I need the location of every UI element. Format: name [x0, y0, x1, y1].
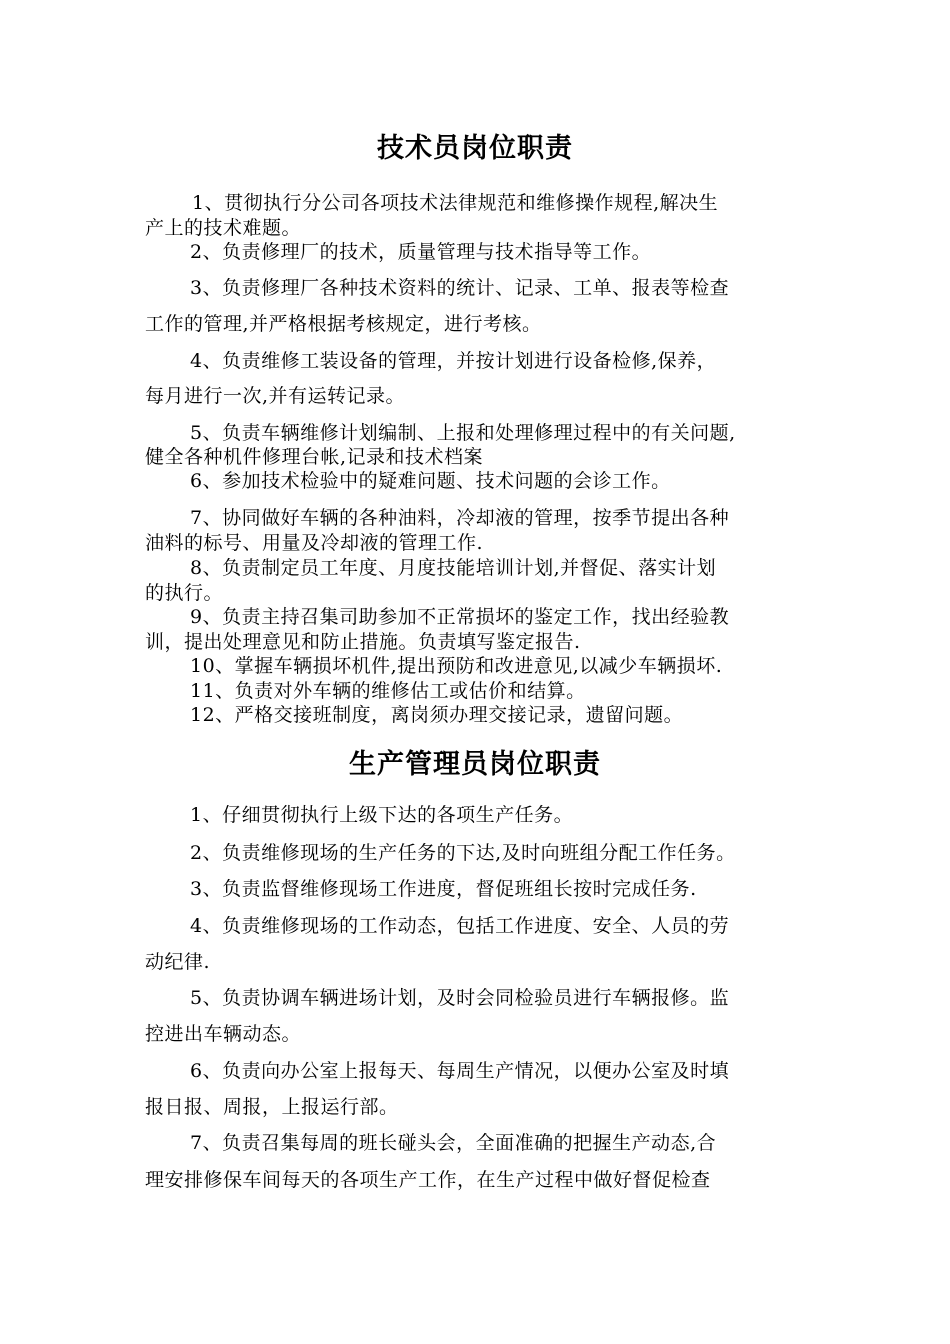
tech-duty-4-line-1: 4、负责维修工装设备的管理，并按计划进行设备检修,保养，	[190, 350, 717, 372]
prod-duty-4-line-2: 动纪律.	[145, 951, 211, 973]
tech-duty-8-line-2: 的执行。	[145, 582, 224, 604]
prod-duty-6-line-1: 6、负责向办公室上报每天、每周生产情况，以便办公室及时填	[190, 1060, 730, 1082]
tech-duty-8-line-1: 8、负责制定员工年度、月度技能培训计划,并督促、落实计划	[190, 557, 717, 579]
prod-duty-7-line-2: 理安排修保车间每天的各项生产工作，在生产过程中做好督促检查	[145, 1169, 711, 1191]
prod-duty-3: 3、负责监督维修现场工作进度，督促班组长按时完成任务.	[190, 878, 697, 900]
tech-duty-3-line-1: 3、负责修理厂各种技术资料的统计、记录、工单、报表等检查	[190, 277, 730, 299]
tech-duty-1-line-2: 产上的技术难题。	[145, 217, 302, 239]
prod-duty-7-line-1: 7、负责召集每周的班长碰头会，全面准确的把握生产动态,合	[190, 1132, 717, 1154]
prod-duty-4-line-1: 4、负责维修现场的工作动态，包括工作进度、安全、人员的劳	[190, 915, 730, 937]
tech-duty-12: 12、严格交接班制度，离岗须办理交接记录，遗留问题。	[190, 704, 684, 726]
prod-duty-1: 1、仔细贯彻执行上级下达的各项生产任务。	[190, 804, 574, 826]
prod-duty-5-line-2: 控进出车辆动态。	[145, 1023, 302, 1045]
prod-duty-5-line-1: 5、负责协调车辆进场计划，及时会同检验员进行车辆报修。监	[190, 987, 730, 1009]
tech-duty-5-line-2: 健全各种机件修理台帐,记录和技术档案	[145, 446, 484, 468]
tech-duty-4-line-2: 每月进行一次,并有运转记录。	[145, 385, 406, 407]
prod-duty-2: 2、负责维修现场的生产任务的下达,及时向班组分配工作任务。	[190, 842, 736, 864]
tech-duty-2: 2、负责修理厂的技术，质量管理与技术指导等工作。	[190, 241, 652, 263]
tech-duty-11: 11、负责对外车辆的维修估工或估价和结算。	[190, 680, 586, 702]
tech-duty-7-line-2: 油料的标号、用量及冷却液的管理工作.	[145, 532, 484, 554]
tech-duty-5-line-1: 5、负责车辆维修计划编制、上报和处理修理过程中的有关问题,	[190, 422, 736, 444]
section-title-technician: 技术员岗位职责	[377, 133, 573, 164]
section-title-production-manager: 生产管理员岗位职责	[349, 749, 601, 780]
prod-duty-6-line-2: 报日报、周报，上报运行部。	[145, 1096, 399, 1118]
tech-duty-7-line-1: 7、协同做好车辆的各种油料，冷却液的管理，按季节提出各种	[190, 507, 730, 529]
tech-duty-10: 10、掌握车辆损坏机件,提出预防和改进意见,以减少车辆损坏.	[190, 655, 723, 677]
tech-duty-9-line-2: 训，提出处理意见和防止措施。负责填写鉴定报告.	[145, 631, 581, 653]
tech-duty-6: 6、参加技术检验中的疑难问题、技术问题的会诊工作。	[190, 470, 671, 492]
tech-duty-1-line-1: 1、贯彻执行分公司各项技术法律规范和维修操作规程,解决生	[192, 192, 719, 214]
tech-duty-9-line-1: 9、负责主持召集司助参加不正常损坏的鉴定工作，找出经验教	[190, 606, 730, 628]
tech-duty-3-line-2: 工作的管理,并严格根据考核规定，进行考核。	[145, 313, 542, 335]
